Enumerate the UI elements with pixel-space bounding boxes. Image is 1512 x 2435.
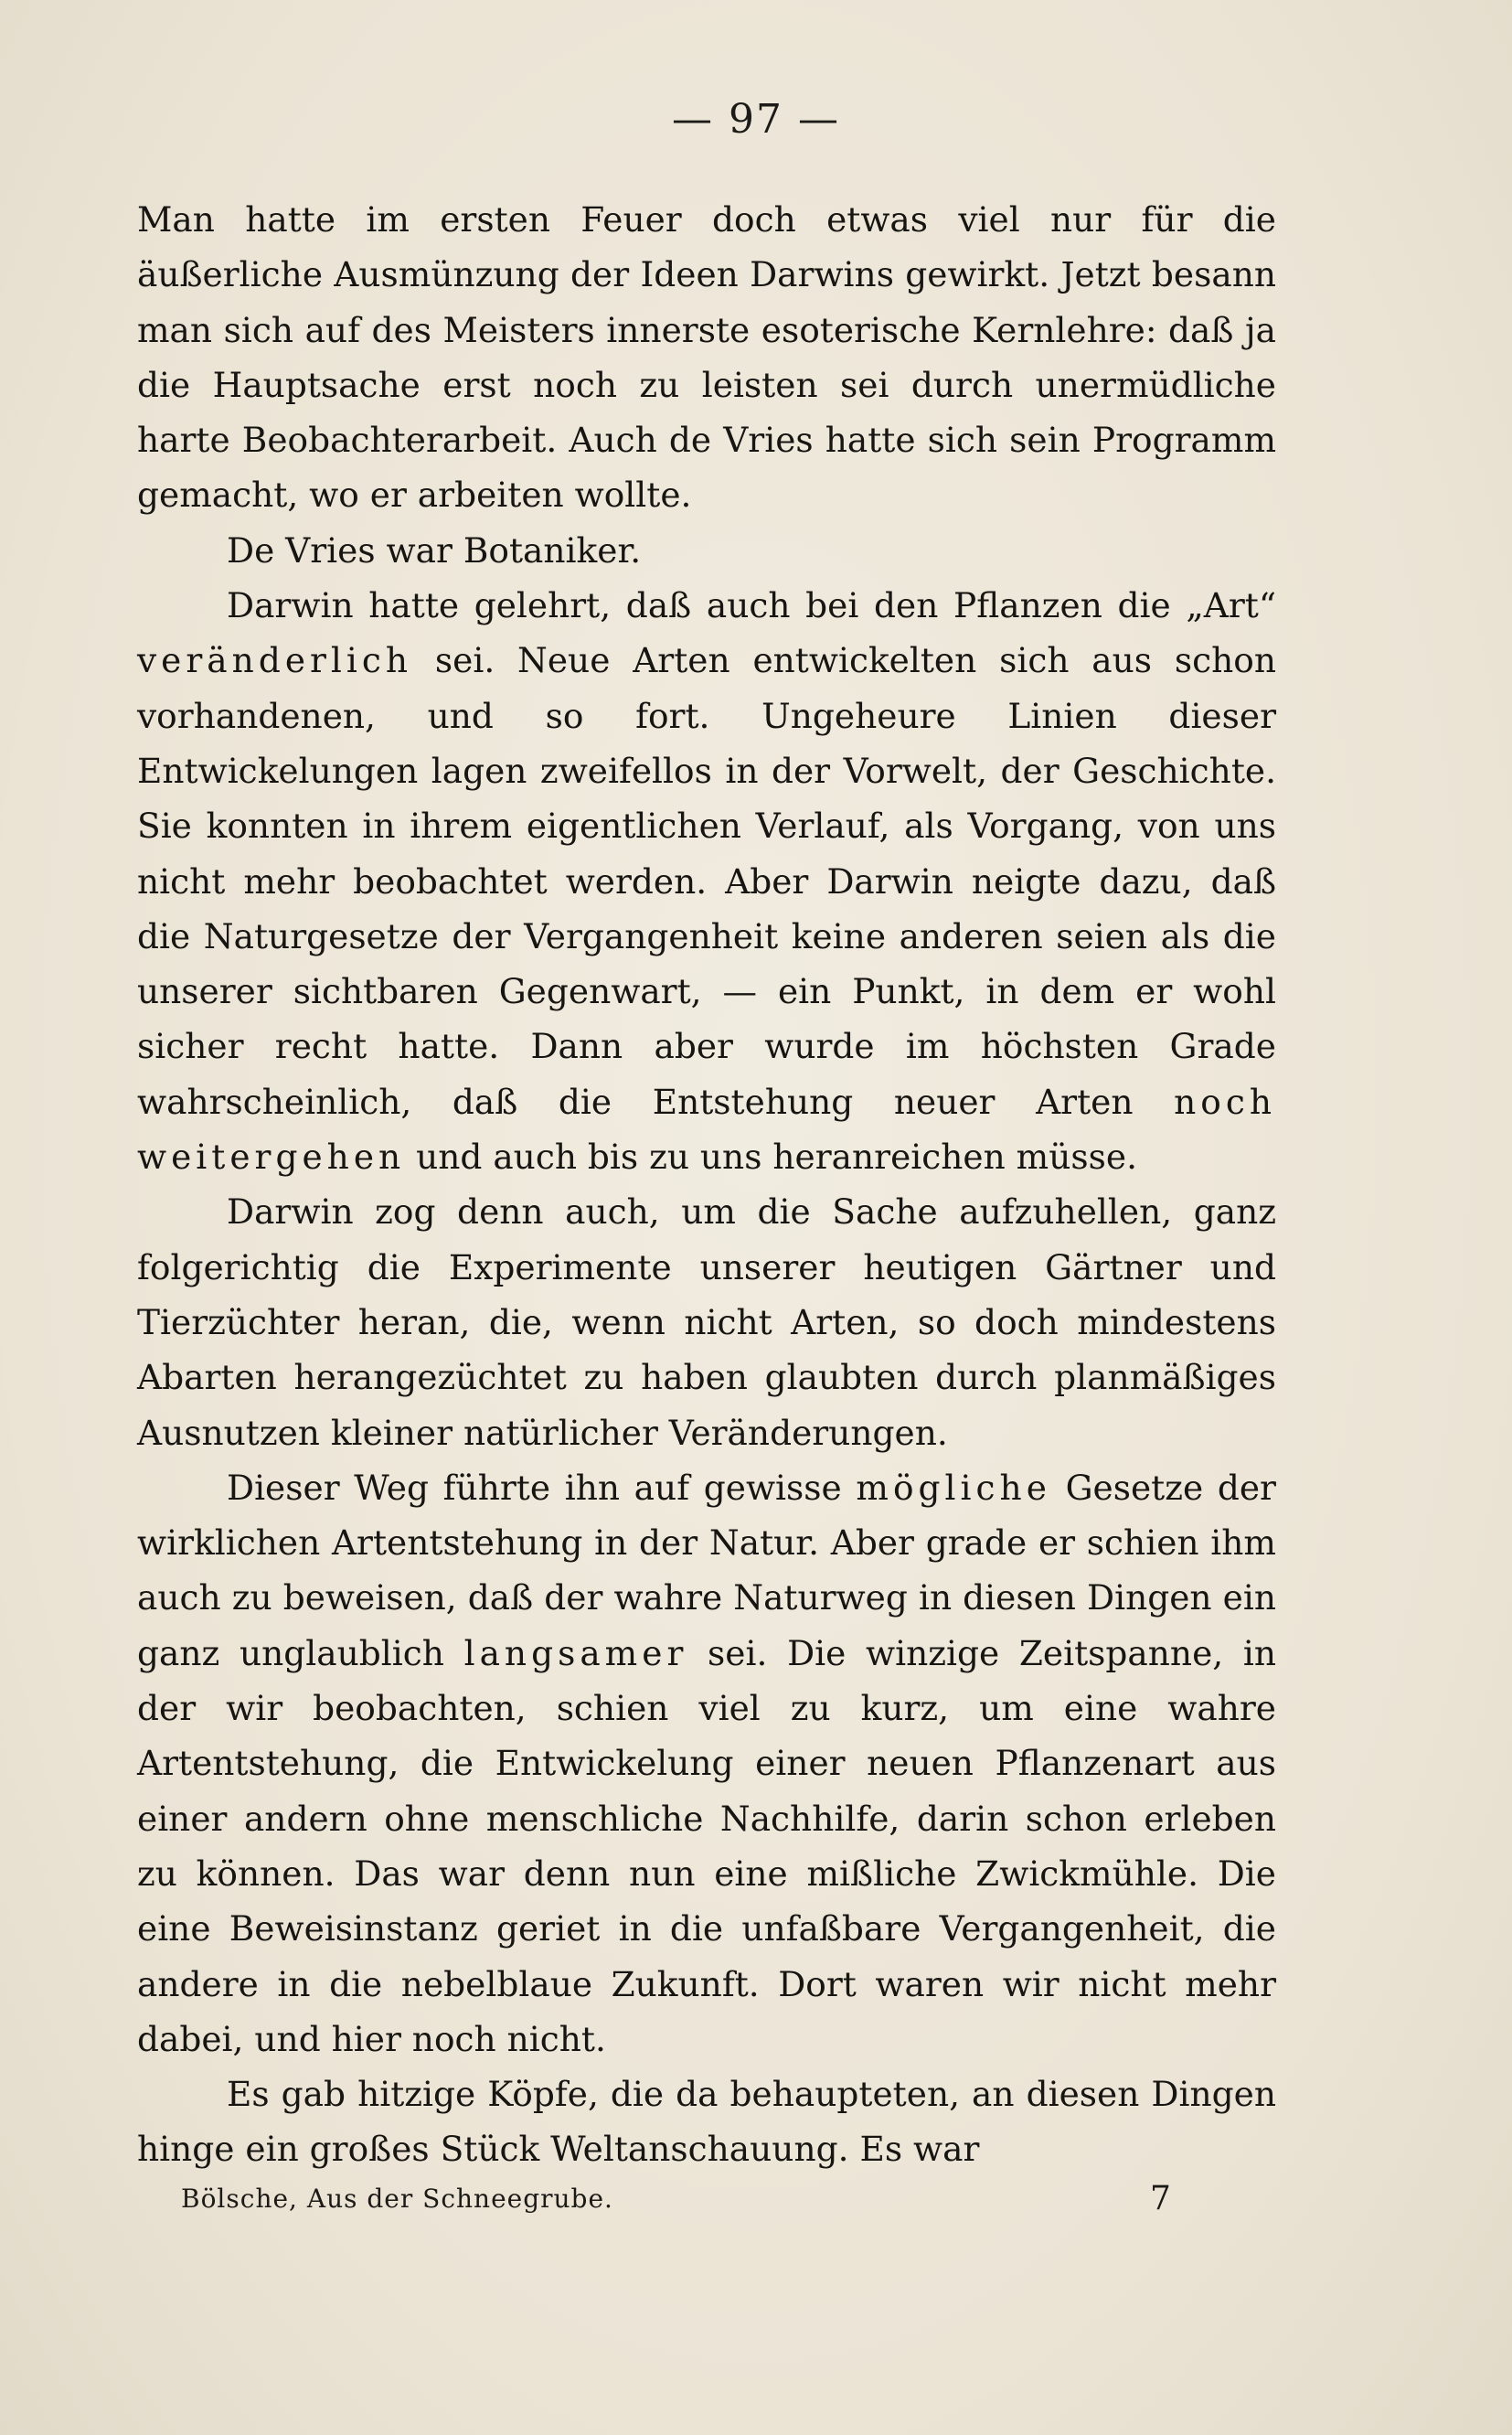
text-run: Darwin zog denn auch, um die Sache aufzuhellen, ganz folgerichtig die Experimente unserer heutigen Gärtner und Tierzüchter heran, die, wenn nicht Arten, so doch mindestens Abarten herangezüchtet zu haben glaubten durch planmäßiges Ausnutzen kleiner natürlicher Veränderungen. — [137, 1191, 1276, 1453]
sheet-number: 7 — [1150, 2180, 1171, 2217]
text-run: Gesetze der wirklichen Artentstehung in der Natur. Aber grade er schien ihm auch zu beweisen, daß der wahre Naturweg in diesen Dingen ein ganz unglaublich — [137, 1467, 1276, 1673]
body-text — [137, 192, 1276, 2177]
paragraph — [137, 192, 1276, 523]
paragraph — [137, 2067, 1276, 2177]
text-run: Darwin hatte gelehrt, daß auch bei den Pflanzen die „Art“ — [227, 585, 1276, 626]
text-run: und auch bis zu uns heranreichen müsse. — [405, 1137, 1137, 1178]
emphasized-text: mögliche — [856, 1467, 1051, 1508]
signature-line: Bölsche, Aus der Schneegrube. — [181, 2184, 613, 2214]
paragraph — [137, 523, 1276, 578]
text-run: sei. Neue Arten entwickelten sich aus schon vorhandenen, und so fort. Ungeheure Linien dieser Entwickelungen lagen zweifellos in der Vorwelt, der Geschichte. Sie konnten in ihrem eigentlichen Verlauf, als Vorgang, von uns nicht mehr beobachtet werden. Aber Darwin neigte dazu, daß die Naturgesetze der Vergangenheit keine anderen seien als die unserer sichtbaren Gegenwart, — ein Punkt, in dem er wohl sicher recht hatte. Dann aber wurde im höchsten Grade wahrscheinlich, daß die Entstehung neuer Arten — [137, 640, 1276, 1122]
paragraph — [137, 1184, 1276, 1459]
emphasized-text: noch weitergehen — [137, 1081, 1276, 1178]
emphasized-text: langsamer — [463, 1632, 688, 1673]
emphasized-text: veränderlich — [137, 640, 413, 681]
text-run: Man hatte im ersten Feuer doch etwas viel nur für die äußerliche Ausmünzung der Ideen Darwins gewirkt. Jetzt besann man sich auf des Meisters innerste esoterische Kernlehre: daß ja die Hauptsache erst noch zu leisten sei durch unermüdliche harte Beobachterarbeit. Auch de Vries hatte sich sein Programm gemacht, wo er arbeiten wollte. — [137, 199, 1276, 516]
text-run: Es gab hitzige Köpfe, die da behaupteten, an diesen Dingen hinge ein großes Stück Weltanschauung. Es war — [137, 2074, 1276, 2170]
page-number: — 97 — — [672, 96, 840, 143]
text-run: De Vries war Botaniker. — [227, 529, 642, 571]
paragraph — [137, 578, 1276, 1184]
text-run: Dieser Weg führte ihn auf gewisse — [227, 1467, 857, 1508]
paragraph — [137, 1460, 1276, 2067]
text-run: sei. Die winzige Zeitspanne, in der wir beobachten, schien viel zu kurz, um eine wahre Artentstehung, die Entwickelung einer neuen Pflanzenart aus einer andern ohne menschliche Nachhilfe, darin schon erleben zu können. Das war denn nun eine mißliche Zwickmühle. Die eine Beweisinstanz geriet in die unfaßbare Vergangenheit, die andere in die nebelblaue Zukunft. Dort waren wir nicht mehr dabei, und hier noch nicht. — [137, 1632, 1276, 2059]
